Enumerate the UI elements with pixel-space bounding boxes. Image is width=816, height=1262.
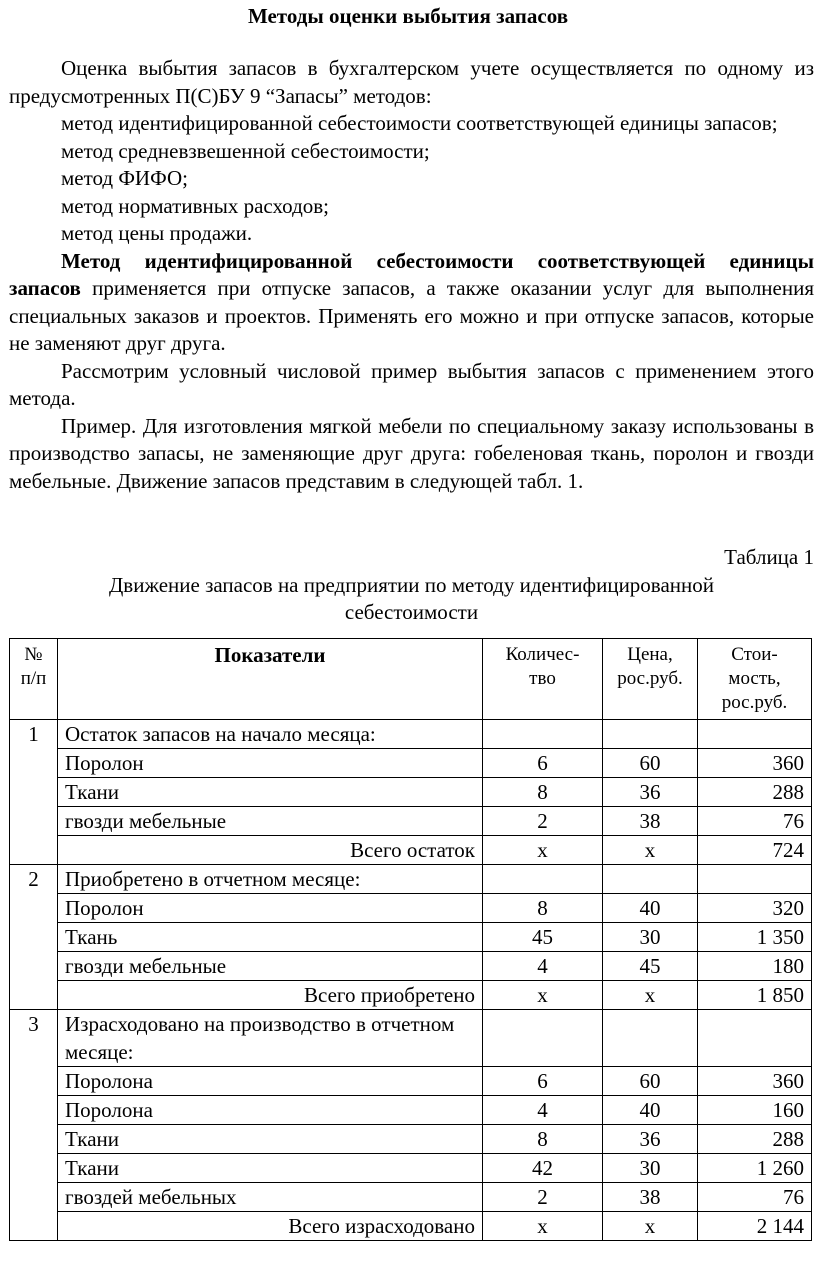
item-quantity: 6 (483, 1067, 603, 1096)
item-quantity: 4 (483, 1096, 603, 1125)
table-caption (9, 544, 814, 627)
empty-cell (603, 865, 698, 894)
total-row (10, 1212, 812, 1241)
header-cost-line: рос.руб. (721, 692, 788, 713)
method-name-bold: Метод идентифицированной себестоимости соответствующей единицы запасов (9, 248, 814, 300)
section-heading: Остаток запасов на начало месяца: (58, 720, 483, 749)
total-cost: 1 850 (698, 981, 812, 1010)
header-price (603, 639, 698, 720)
empty-cell (603, 1010, 698, 1067)
method-description-text: применяется при отпуске запасов, а также оказании услуг для выполнения специальных заказов и проектов. Применять его можно и при отпуске запасов, которые не заменяют друг друга. (9, 276, 814, 355)
item-quantity: 8 (483, 894, 603, 923)
total-cost: 724 (698, 836, 812, 865)
table-row (10, 1067, 812, 1096)
empty-cell (698, 1010, 812, 1067)
total-quantity: х (483, 836, 603, 865)
item-cost: 360 (698, 1067, 812, 1096)
header-price-line: Цена, (627, 644, 673, 665)
item-quantity: 6 (483, 749, 603, 778)
item-cost: 76 (698, 807, 812, 836)
item-name: гвоздей мебельных (58, 1183, 483, 1212)
total-quantity: х (483, 1212, 603, 1241)
item-quantity: 42 (483, 1154, 603, 1183)
item-price: 40 (603, 1096, 698, 1125)
item-cost: 180 (698, 952, 812, 981)
header-cost-line: Стои- (731, 644, 778, 665)
header-qty-line: тво (529, 668, 556, 689)
empty-cell (483, 720, 603, 749)
item-name: Поролон (58, 749, 483, 778)
total-cost: 2 144 (698, 1212, 812, 1241)
item-price: 45 (603, 952, 698, 981)
total-label: Всего израсходовано (58, 1212, 483, 1241)
header-price-line: рос.руб. (617, 668, 683, 689)
empty-cell (603, 720, 698, 749)
total-row (10, 981, 812, 1010)
total-label: Всего приобретено (58, 981, 483, 1010)
item-name: Ткани (58, 1125, 483, 1154)
item-quantity: 2 (483, 1183, 603, 1212)
section-heading-row (10, 865, 812, 894)
empty-cell (483, 865, 603, 894)
table-label: Таблица 1 (724, 545, 814, 569)
item-quantity: 4 (483, 952, 603, 981)
example-intro-paragraph: Рассмотрим условный числовой пример выбытия запасов с применением этого метода. (9, 358, 814, 410)
item-price: 60 (603, 749, 698, 778)
intro-paragraph: Оценка выбытия запасов в бухгалтерском учете осуществляется по одному из предусмотренных П(С)БУ 9 “Запасы” методов: (9, 56, 814, 108)
item-name: Поролона (58, 1067, 483, 1096)
table-row (10, 952, 812, 981)
method-description-paragraph (9, 248, 814, 358)
table-header-row (10, 639, 812, 720)
table-body (10, 720, 812, 1241)
item-cost: 76 (698, 1183, 812, 1212)
header-num (10, 639, 58, 720)
item-name: гвозди мебельные (58, 952, 483, 981)
total-row (10, 836, 812, 865)
method-item: метод ФИФО; (61, 166, 188, 190)
item-price: 40 (603, 894, 698, 923)
item-price: 36 (603, 1125, 698, 1154)
document-title: Методы оценки выбытия запасов (247, 4, 569, 28)
header-qty-line: Количес- (505, 644, 580, 665)
item-cost: 160 (698, 1096, 812, 1125)
method-item: метод идентифицированной себестоимости соответствующей единицы запасов; (61, 111, 778, 135)
table-row (10, 807, 812, 836)
item-price: 38 (603, 807, 698, 836)
item-cost: 360 (698, 749, 812, 778)
table-row (10, 1096, 812, 1125)
example-paragraph: Пример. Для изготовления мягкой мебели по специальному заказу использованы в производство запасы, не заменяющие друг друга: гобеленовая ткань, поролон и гвозди мебельные. Движение запасов представим в следующей табл. 1. (9, 413, 814, 493)
section-heading: Израсходовано на производство в отчетном месяце: (58, 1010, 483, 1067)
table-row (10, 778, 812, 807)
item-price: 36 (603, 778, 698, 807)
item-quantity: 8 (483, 1125, 603, 1154)
table-row (10, 894, 812, 923)
item-quantity: 2 (483, 807, 603, 836)
table-row (10, 923, 812, 952)
item-cost: 1 260 (698, 1154, 812, 1183)
document-body (9, 55, 814, 495)
item-price: 30 (603, 1154, 698, 1183)
header-num-line: № (24, 644, 43, 665)
row-number: 1 (10, 720, 58, 865)
section-heading-row (10, 720, 812, 749)
empty-cell (483, 1010, 603, 1067)
table-title: Движение запасов на предприятии по методу идентифицированной себестоимости (108, 572, 714, 624)
total-price: х (603, 981, 698, 1010)
method-item: метод средневзвешенной себестоимости; (61, 138, 430, 163)
empty-cell (698, 865, 812, 894)
total-price: х (603, 836, 698, 865)
item-cost: 320 (698, 894, 812, 923)
table-row (10, 1183, 812, 1212)
table-row (10, 1125, 812, 1154)
header-indicator: Показатели (58, 639, 483, 720)
section-heading-row (10, 1010, 812, 1067)
inventory-table (9, 638, 812, 1241)
item-name: Ткани (58, 778, 483, 807)
item-name: гвозди мебельные (58, 807, 483, 836)
header-cost-line: мость, (728, 668, 781, 689)
item-name: Поролона (58, 1096, 483, 1125)
item-cost: 288 (698, 1125, 812, 1154)
row-number: 3 (10, 1010, 58, 1241)
method-item: метод нормативных расходов; (61, 193, 330, 218)
total-quantity: х (483, 981, 603, 1010)
item-quantity: 45 (483, 923, 603, 952)
header-cost (698, 639, 812, 720)
item-name: Ткани (58, 1154, 483, 1183)
header-quantity (483, 639, 603, 720)
item-price: 60 (603, 1067, 698, 1096)
item-cost: 1 350 (698, 923, 812, 952)
table-row (10, 1154, 812, 1183)
item-price: 38 (603, 1183, 698, 1212)
item-name: Поролон (58, 894, 483, 923)
section-heading: Приобретено в отчетном месяце: (58, 865, 483, 894)
empty-cell (698, 720, 812, 749)
header-num-line: п/п (20, 668, 47, 689)
item-quantity: 8 (483, 778, 603, 807)
method-item: метод цены продажи. (61, 221, 253, 245)
row-number: 2 (10, 865, 58, 1010)
item-price: 30 (603, 923, 698, 952)
item-cost: 288 (698, 778, 812, 807)
item-name: Ткань (58, 923, 483, 952)
total-label: Всего остаток (58, 836, 483, 865)
total-price: х (603, 1212, 698, 1241)
table-row (10, 749, 812, 778)
